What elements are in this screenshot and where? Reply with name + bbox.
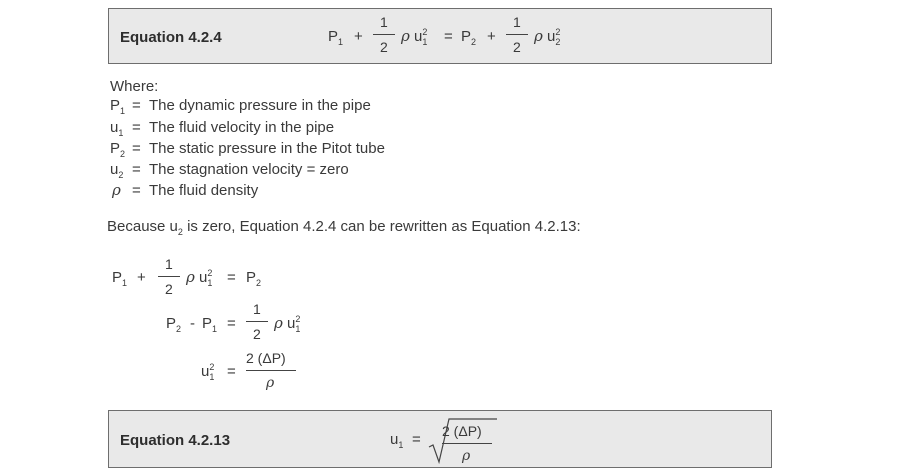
equation-4-2-13-box: [108, 410, 772, 468]
plus-sign: +: [354, 28, 363, 45]
definition-text: The static pressure in the Pitot tube: [149, 140, 385, 157]
rho-u1-squared: ρ $u_1^2$: [401, 27, 428, 47]
definition-text: The fluid density: [149, 182, 259, 199]
fraction-one-half: 1 2: [373, 15, 395, 55]
definition-text: The fluid velocity in the pipe: [149, 119, 335, 136]
plus-sign-2: +: [487, 28, 496, 45]
fraction-one-half: 1 2: [246, 302, 268, 342]
equation-label: Equation 4.2.13: [120, 432, 231, 449]
fraction-one-half: 1 2: [158, 257, 180, 297]
equals-sign: =: [444, 28, 453, 45]
equation-4-2-4-box: [108, 8, 772, 64]
velocity-u1: $u_1$: [390, 431, 404, 450]
equals-sign: =: [412, 431, 421, 448]
fraction-one-half-2: 1 2: [506, 15, 528, 55]
explanation-sentence: Because $u_2$ is zero, Equation 4.2.4 can be rewritten as Equation 4.2.13:: [107, 218, 581, 237]
pressure-p1: $P_1$: [328, 28, 344, 47]
fraction-two-delta-p-over-rho: 2 (ΔP) ρ: [442, 424, 492, 464]
equation-label: Equation 4.2.4: [120, 29, 222, 46]
where-heading: Where:: [110, 78, 159, 95]
rho-u2-squared: ρ $u_2^2$: [534, 27, 561, 47]
pressure-p2: $P_2$: [461, 28, 477, 47]
definition-text: The dynamic pressure in the pipe: [149, 97, 371, 114]
fraction-two-delta-p-over-rho: 2 (ΔP) ρ: [246, 351, 296, 391]
definition-text: The stagnation velocity = zero: [149, 161, 349, 178]
